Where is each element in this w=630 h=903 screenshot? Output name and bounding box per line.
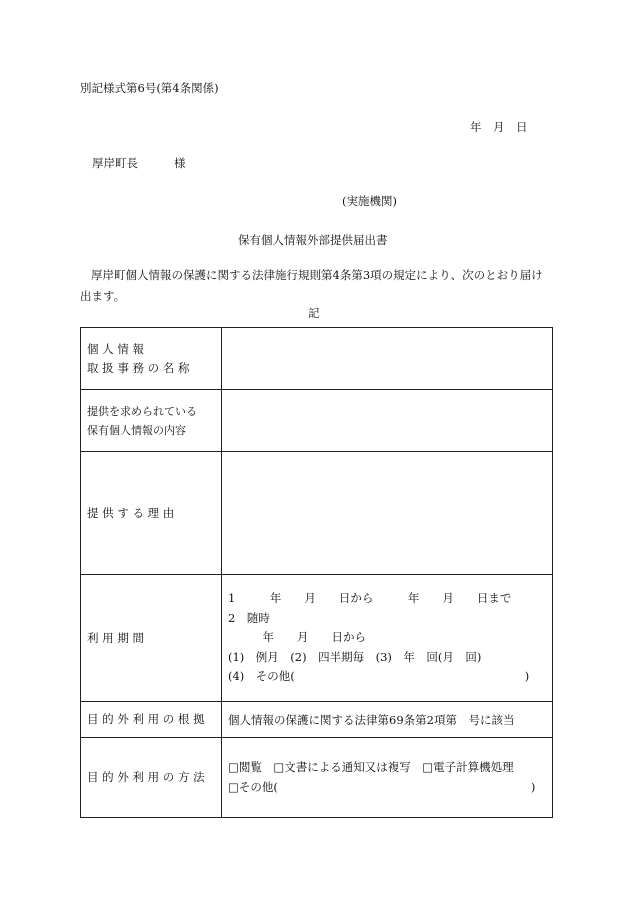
label-line [87, 340, 215, 359]
label-char: 取 [87, 360, 99, 375]
label-line: 提供を求められている [87, 404, 197, 418]
table-row [81, 452, 553, 575]
label-char: 用 [147, 770, 160, 784]
period-other: (4) その他( ) [228, 669, 530, 684]
label-char: 用 [147, 712, 160, 726]
label-char: 利 [132, 712, 144, 726]
label-char: 報 [132, 341, 144, 356]
label-line: 保有個人情報の内容 [87, 423, 186, 437]
period-option-1: 1 年 月 日から 年 月 日まで [228, 591, 512, 606]
label-usage-method [81, 738, 222, 818]
label-usage-period [81, 575, 222, 702]
label-char: 称 [177, 360, 190, 375]
label-char: 用 [102, 630, 114, 645]
value-usage-period [222, 575, 553, 702]
label-line [87, 768, 215, 787]
value-reason-for-provision[interactable] [222, 452, 553, 575]
label-char: 目 [87, 770, 99, 784]
label-reason-for-provision [81, 452, 222, 575]
label-char: す [117, 505, 129, 520]
date-line: 年 月 日 [470, 120, 528, 134]
label-requested-info-content [81, 390, 222, 452]
table-row [81, 575, 553, 702]
label-char: 利 [87, 630, 99, 645]
submission-table [80, 327, 553, 818]
method-other[interactable]: □その他( ) [228, 779, 536, 794]
label-char: 名 [162, 360, 175, 375]
form-number: 別記様式第6号(第4条関係) [80, 81, 219, 95]
value-legal-basis: 個人情報の保護に関する法律第69条第2項第 号に該当 [222, 702, 553, 738]
label-line [87, 629, 215, 648]
label-char: 扱 [102, 360, 114, 375]
label-char: 外 [117, 712, 129, 726]
value-usage-method [222, 738, 553, 818]
label-char: 事 [117, 360, 129, 375]
label-char: 務 [132, 360, 144, 375]
label-char: 的 [102, 770, 114, 784]
period-from-date: 年 月 日から [228, 630, 366, 645]
label-char: 的 [102, 712, 114, 726]
label-char: 目 [87, 712, 99, 726]
label-char: 根 [177, 712, 190, 726]
label-personal-info-affair [81, 328, 222, 390]
label-line [87, 504, 215, 523]
table-row [81, 738, 553, 818]
label-char: の [162, 770, 175, 784]
implementing-agency: (実施機関) [342, 194, 397, 208]
method-options[interactable]: □閲覧 □文書による通知又は複写 □電子計算機処理 [228, 760, 514, 774]
label-char: 期 [117, 630, 129, 645]
label-char: 拠 [193, 712, 205, 726]
label-char: 方 [177, 770, 190, 784]
label-char: の [147, 360, 160, 375]
label-char: 間 [132, 630, 144, 645]
table-row [81, 390, 553, 452]
value-personal-info-affair[interactable] [222, 328, 553, 390]
label-legal-basis [81, 702, 222, 738]
label-line [87, 359, 215, 378]
label-char: 由 [162, 505, 175, 520]
label-char: 人 [102, 341, 114, 356]
label-char: 情 [117, 341, 129, 356]
label-char: の [162, 712, 175, 726]
label-line [87, 710, 215, 729]
body-text: 厚岸町個人情報の保護に関する法律施行規則第4条第3項の規定により、次のとおり届け出ます。 [80, 268, 543, 303]
document-title: 保有個人情報外部提供届出書 [238, 233, 388, 247]
table-row [81, 328, 553, 390]
addressee [92, 155, 186, 171]
label-char: 理 [147, 505, 160, 520]
label-char: 提 [87, 505, 99, 520]
period-option-2: 2 随時 [228, 610, 270, 625]
ki-marker: 記 [308, 306, 320, 320]
label-char: 供 [102, 505, 114, 520]
label-char: る [132, 505, 144, 520]
label-char: 利 [132, 770, 144, 784]
label-char: 個 [87, 341, 99, 356]
table-row [81, 702, 553, 738]
honorific-sama: 様 [174, 156, 186, 170]
label-char: 法 [193, 770, 205, 784]
label-char: 外 [117, 770, 129, 784]
value-requested-info-content[interactable] [222, 390, 553, 452]
addressee-name: 厚岸町長 [92, 156, 138, 170]
period-frequency: (1) 例月 (2) 四半期毎 (3) 年 回(月 回) [228, 649, 482, 664]
